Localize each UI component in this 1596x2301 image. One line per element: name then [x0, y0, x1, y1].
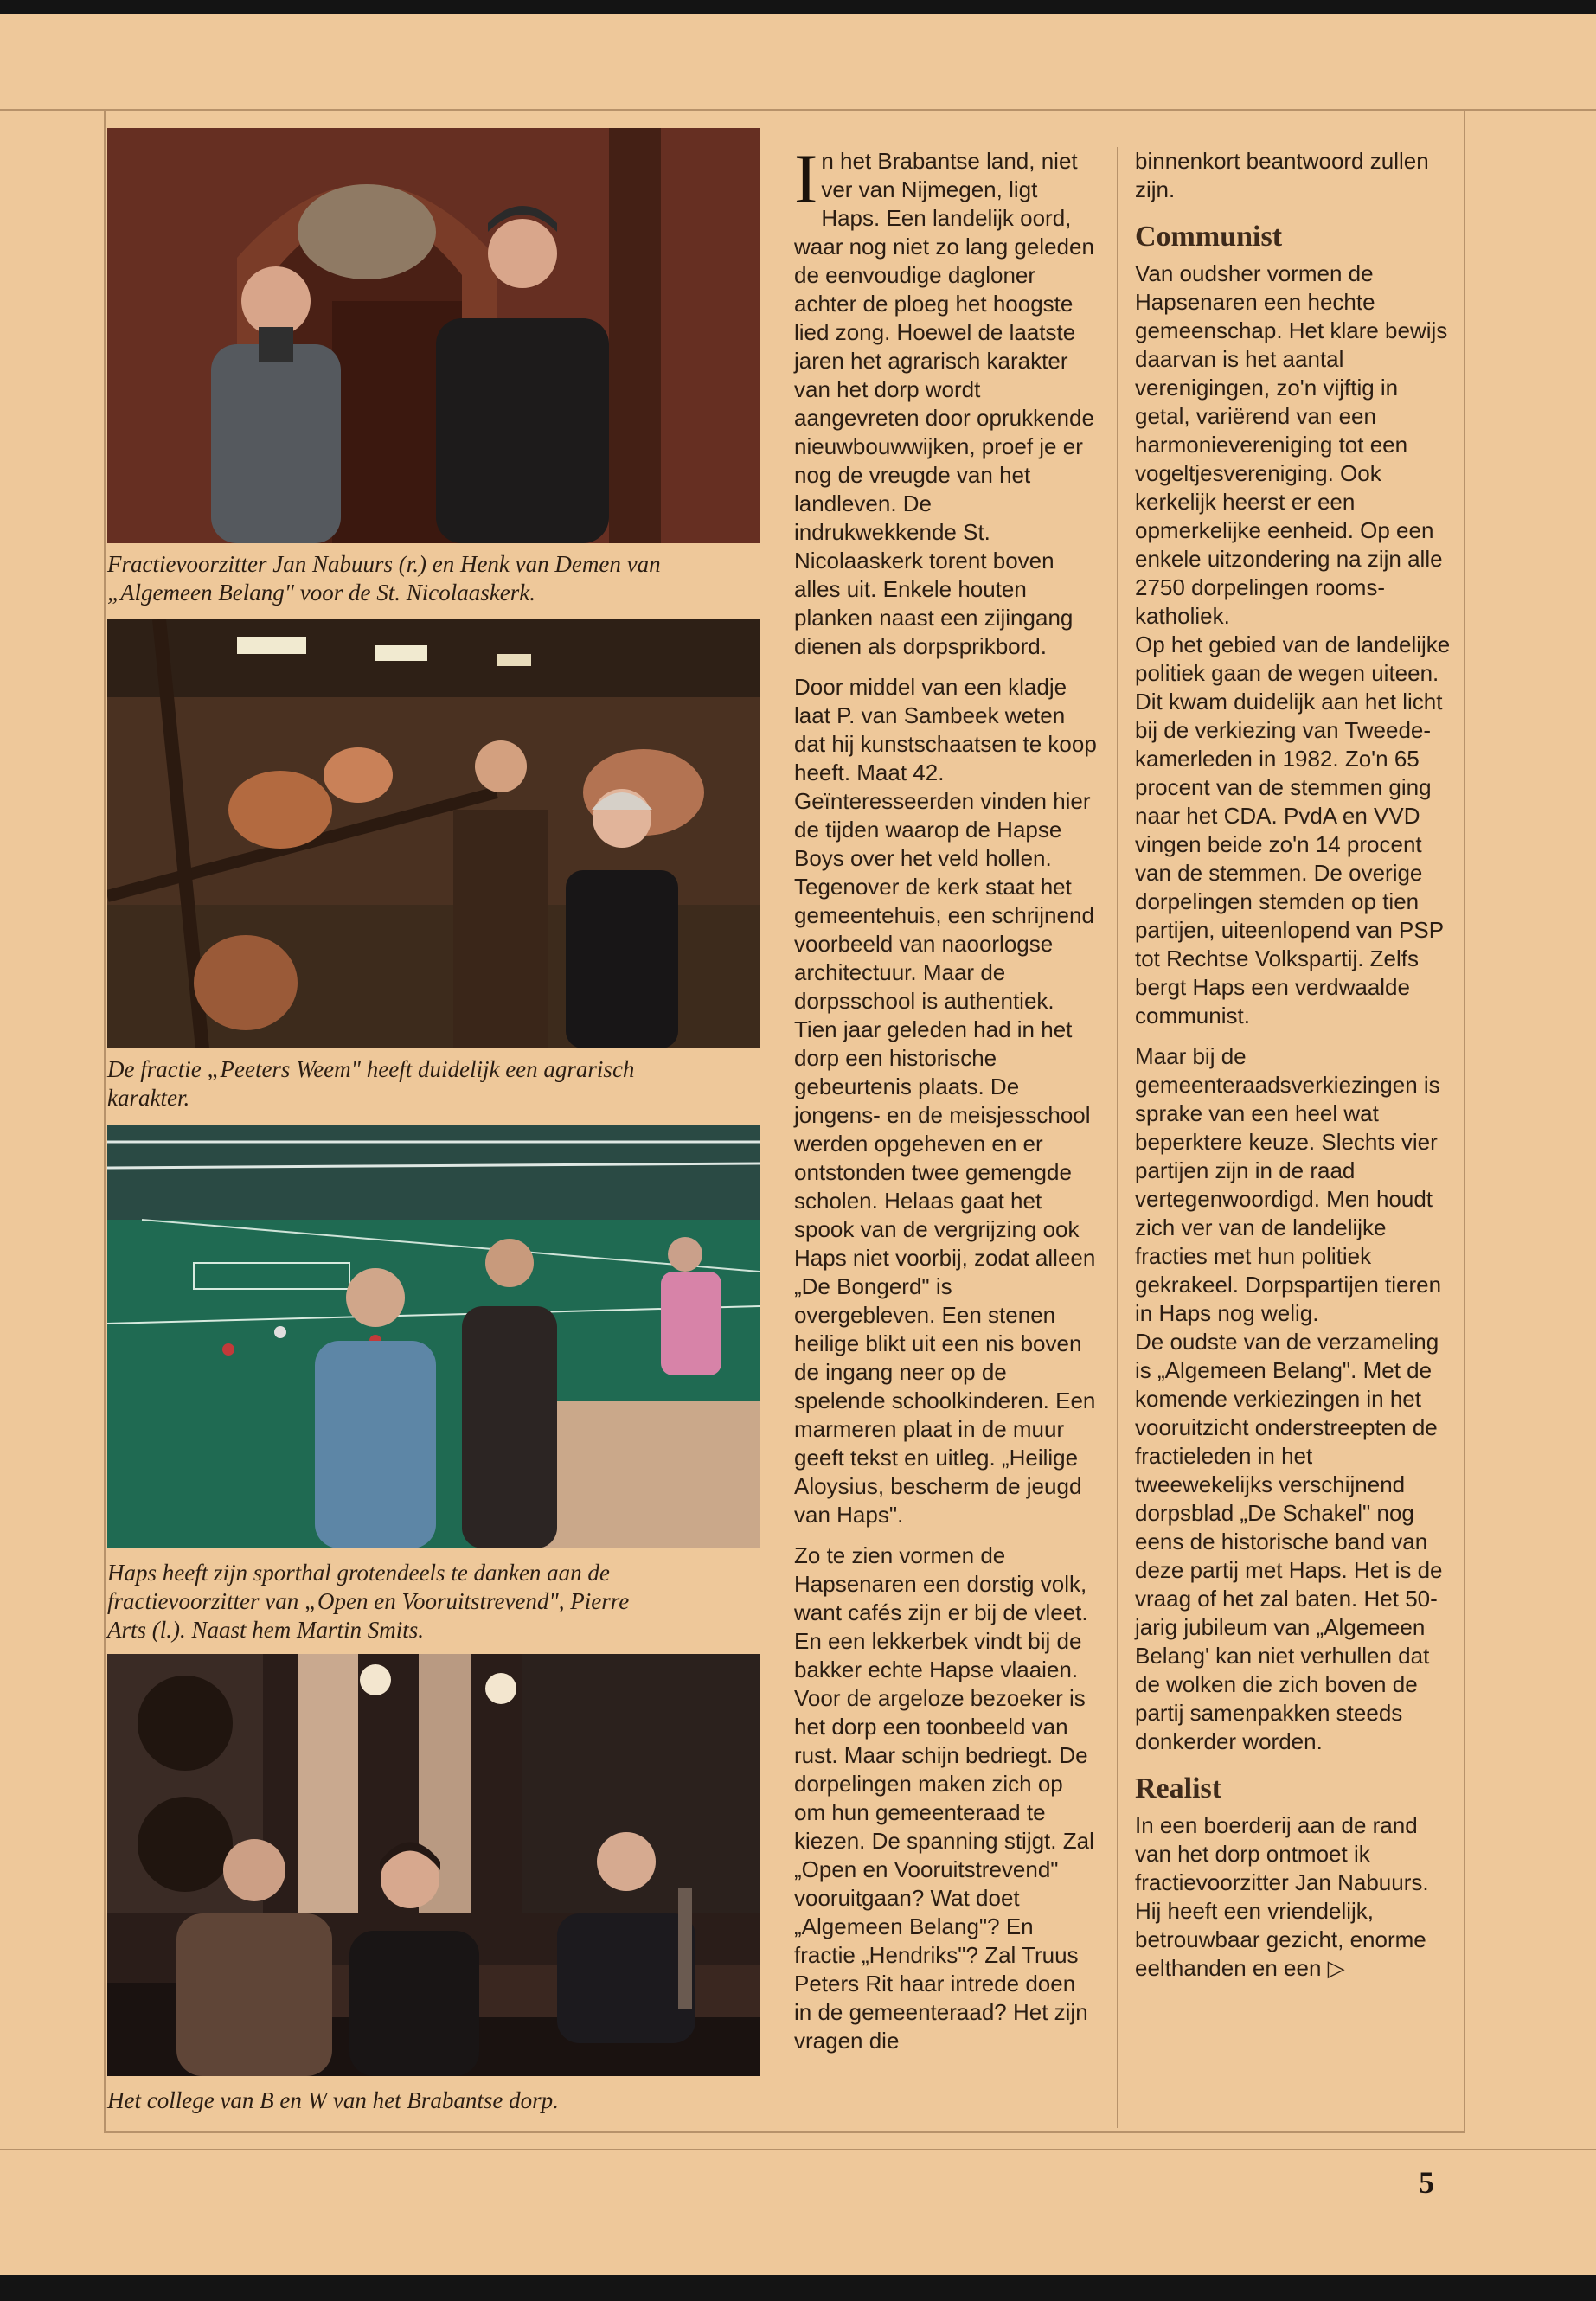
barn-photo-graphic — [107, 619, 760, 1048]
article-paragraph-5: Van oudsher vormen de Hapsenaren een hechte gemeenschap. Het klare bewijs daarvan is het aantal verenigingen, zo'n vijftig in getal, variërend van een harmonievereniging tot een vogeltjesvereniging. Ook kerkelijk heerst er een opmerkelijke eenheid. Op een enkele uitzondering na zijn alle 2750 dorpelingen rooms-katholiek. Op het gebied van de landelijke politiek gaan de wegen uiteen. Dit kwam duidelijk aan het licht bij de verkiezing van Tweede-kamerleden in 1982. Zo'n 65 procent van de stemmen ging naar het CDA. PvdA en VVD vingen beide zo'n 14 procent van de stemmen. De overige dorpelingen stemden op tien partijen, uiteenlopend van PSP tot Rechtse Volkspartij. Zelfs bergt Haps een verdwaalde communist. — [1135, 260, 1451, 1029]
article-paragraph-3: Zo te zien vormen de Hapsenaren een dorstig volk, want cafés zijn er bij de vleet. En een lekkerbek vindt bij de bakker echte Hapse vlaaien. Voor de argeloze bezoeker is het dorp een toonbeeld van rust. Maar schijn bedriegt. De dorpelingen maken zich op om hun gemeenteraad te kiezen. De spanning stijgt. Zal „Open en Vooruitstrevend" vooruitgaan? Wat doet „Algemeen Belang"? En fractie „Hendriks"? Zal Truus Peters Rit haar intrede doen in de gemeenteraad? Het zijn vragen die — [794, 1542, 1094, 2054]
council-photo-graphic — [107, 1654, 760, 2076]
photo-church — [107, 128, 760, 543]
sports-hall-photo-graphic — [107, 1125, 760, 1548]
article-paragraph-1-text: n het Brabantse land, niet ver van Nijmegen, ligt Haps. Een landelijk oord, waar nog niet zo lang geleden de eenvoudige dagloner achter de ploeg het hoogste lied zong. Hoewel de laatste jaren het agrarisch karakter van het dorp wordt aangevreten door oprukkende nieuwbouwwijken, proef je er nog de vreugde van het landleven. De indrukwekkende St. Nicolaaskerk torent boven alles uit. Enkele houten planken naast een zijingang dienen als dorpsprikbord. — [794, 148, 1094, 659]
page-number: 5 — [1419, 2165, 1434, 2200]
caption-church: Fractievoorzitter Jan Nabuurs (r.) en Henk van Demen van „Algemeen Belang" voor de St. Nicolaaskerk. — [107, 551, 661, 606]
article-column-2 — [794, 139, 1097, 2067]
caption-council: Het college van B en W van het Brabantse dorp. — [107, 2087, 559, 2113]
article-paragraph-4: binnenkort beantwoord zullen zijn. — [1135, 148, 1429, 202]
subheading-communist: Communist — [1135, 221, 1283, 253]
caption-barn: De fractie „Peeters Weem" heeft duidelijk een agrarisch karakter. — [107, 1056, 635, 1111]
article-paragraph-7 — [1135, 1811, 1455, 1983]
subheading-realist: Realist — [1135, 1772, 1222, 1804]
church-photo-graphic — [107, 128, 760, 543]
photo-barn — [107, 619, 760, 1048]
column-divider — [1117, 147, 1118, 2128]
article-paragraph-2: Door middel van een kladje laat P. van Sambeek weten dat hij kunstschaatsen te koop heeft. Maat 42. Geïnteresseerden vinden hier de tijden waarop de Hapse Boys over het veld hollen. Tegenover de kerk staat het gemeentehuis, een schrijnend voorbeeld van naoorlogse architectuur. Maar de dorpsschool is authentiek. Tien jaar geleden had in het dorp een historische gebeurtenis plaats. De jongens- en de meisjesschool werden opgeheven en er ontstonden twee gemengde scholen. Helaas gaat het spook van de vergrijzing ook Haps niet voorbij, zodat alleen „De Bongerd" is overgebleven. Een stenen heilige blikt uit een nis boven de ingang neer op de spelende schoolkinderen. Een marmeren plaat in de muur geeft tekst en uitleg. „Heilige Aloysius, bescherm de jeugd van Haps". — [794, 674, 1097, 1528]
scan-top-edge — [0, 0, 1596, 14]
continue-arrow-icon: ▷ — [1327, 1955, 1345, 1981]
caption-sports-hall: Haps heeft zijn sporthal grotendeels te danken aan de fractievoorzitter van „Open en Vooruitstrevend", Pierre Arts (l.). Naast hem Martin Smits. — [107, 1560, 630, 1643]
article-paragraph-7-text: In een boerderij aan de rand van het dorp ontmoet ik fractievoorzitter Jan Nabuurs. Hij heeft een vriendelijk, betrouwbaar gezicht, enorme eelthanden en een — [1135, 1812, 1429, 1981]
bottom-rule — [0, 2149, 1596, 2150]
article-paragraph-6: Maar bij de gemeenteraadsverkiezingen is sprake van een heel wat beperktere keuze. Slechts vier partijen zijn in de raad vertegenwoordigd. Men houdt zich ver van de landelijke fracties met hun politiek gekrakeel. Dorpspartijen tieren in Haps nog welig. De oudste van de verzameling is „Algemeen Belang". Met de komende verkiezingen in het vooruitzicht onderstreepten de fractieleden in het tweewekelijks verschijnend dorpsblad „De Schakel" nog eens de historische band van deze partij met Haps. Het is de vraag of het zal baten. Het 50-jarig jubileum van „Algemeen Belang' kan niet verhullen dat de wolken die zich boven de partij samenpakken steeds donkerder worden. — [1135, 1043, 1443, 1754]
photo-sports-hall — [107, 1125, 760, 1548]
scan-bottom-edge — [0, 2275, 1596, 2301]
article-column-3 — [1135, 147, 1455, 1995]
article-paragraph-1 — [794, 139, 1097, 661]
photo-council — [107, 1654, 760, 2076]
drop-cap: I — [794, 139, 818, 218]
